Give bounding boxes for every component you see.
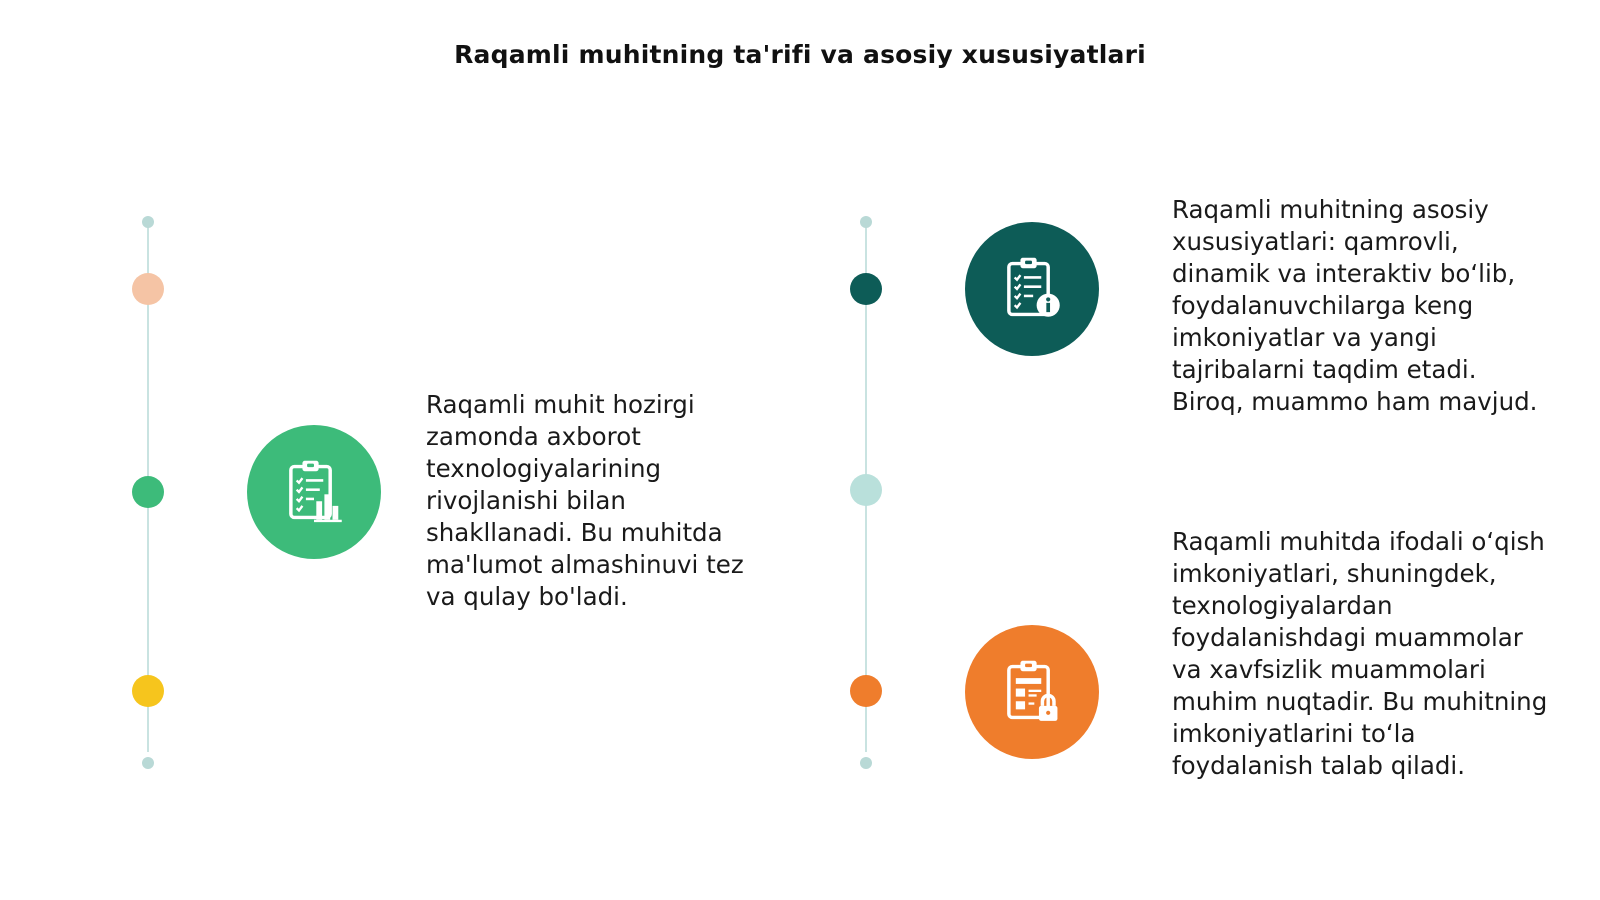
left-timeline-dot-green: [132, 476, 164, 508]
right-timeline-start-dot: [860, 216, 872, 228]
item-2-icon-circle: [965, 222, 1099, 356]
clipboard-info-icon: [995, 252, 1069, 326]
right-timeline-dot-teal-light: [850, 474, 882, 506]
left-timeline-start-dot: [142, 216, 154, 228]
left-timeline-dot-yellow: [132, 675, 164, 707]
right-timeline-dot-orange: [850, 675, 882, 707]
item-2-text: Raqamli muhitning asosiy xususiyatlari: qamrovli, dinamik va interaktiv bo‘lib, foydalanuvchilarga keng imkoniyatlar va yangi tajribalarni taqdim etadi. Biroq, muammo ham mavjud.: [1172, 195, 1538, 416]
clipboard-lock-icon: [995, 655, 1069, 729]
right-timeline-end-dot: [860, 757, 872, 769]
item-1-text: Raqamli muhit hozirgi zamonda axborot texnologiyalarining rivojlanishi bilan shakllanadi. Bu muhitda ma'lumot almashinuvi tez va qulay bo'ladi.: [426, 390, 744, 611]
item-3-icon-circle: [965, 625, 1099, 759]
left-timeline-dot-peach: [132, 273, 164, 305]
item-3-text: Raqamli muhitda ifodali o‘qish imkoniyatlari, shuningdek, texnologiyalardan foydalanishdagi muammolar va xavfsizlik muammolari muhim nuqtadir. Bu muhitning imkoniyatlarini to‘la foydalanish talab qiladi.: [1172, 527, 1548, 780]
item-1-icon-circle: [247, 425, 381, 559]
clipboard-chart-icon: [277, 455, 351, 529]
page-title: Raqamli muhitning ta'rifi va asosiy xususiyatlari: [454, 40, 1146, 69]
left-timeline-end-dot: [142, 757, 154, 769]
right-timeline-dot-teal-dark: [850, 273, 882, 305]
